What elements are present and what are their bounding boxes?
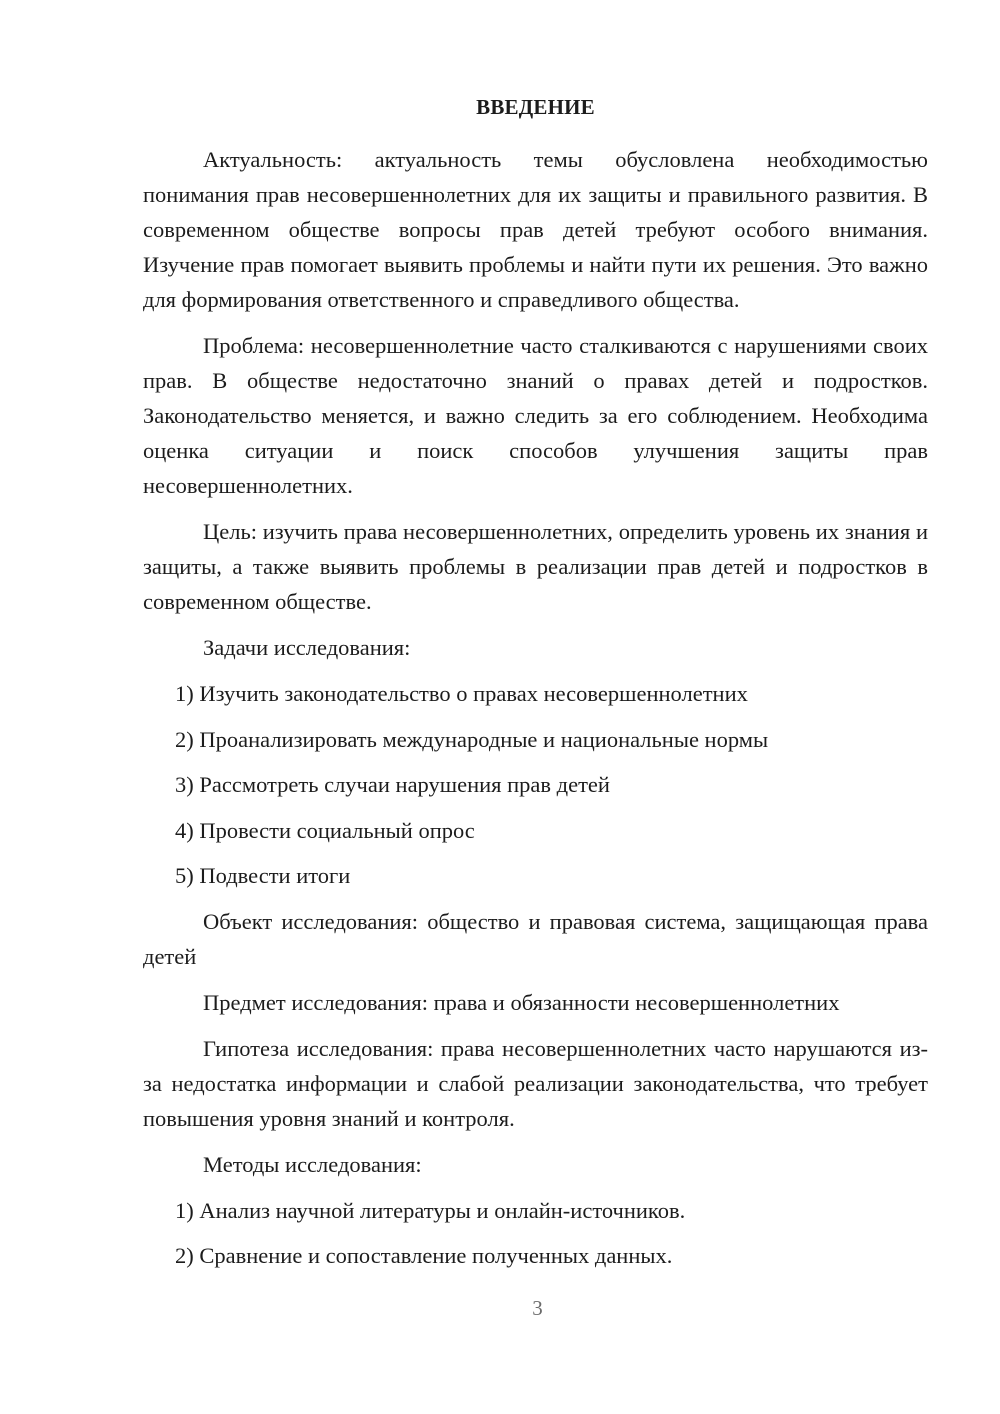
methods-heading: Методы исследования:	[203, 1151, 422, 1177]
subject-paragraph: Предмет исследования: права и обязанности несовершеннолетних	[203, 989, 840, 1015]
tasks-heading: Задачи исследования:	[203, 635, 411, 660]
list-item: 3) Рассмотреть случаи нарушения прав детей	[175, 772, 610, 797]
page-number: 3	[532, 1296, 543, 1320]
hypothesis-paragraph: Гипотеза исследования: права несовершеннолетних часто нарушаются из-за недостатка информации и слабой реализации законодательства, что требует повышения уровня знаний и контроля.	[143, 1035, 928, 1131]
list-item: 2) Проанализировать международные и национальные нормы	[175, 726, 769, 752]
goal-paragraph: Цель: изучить права несовершеннолетних, определить уровень их знания и защиты, а также выявить проблемы в реализации прав детей и подростков в современном обществе.	[143, 519, 928, 614]
list-item: 2) Сравнение и сопоставление полученных данных.	[175, 1243, 673, 1268]
problem-paragraph: Проблема: несовершеннолетние часто сталкиваются с нарушениями своих прав. В обществе недостаточно знаний о правах детей и подростков. Законодательство меняется, и важно следить за его соблюдением. Необходима оценка ситуации и поиск способов улучшения защиты прав несовершеннолетних.	[143, 333, 928, 498]
tasks-list	[143, 676, 928, 893]
section-title: ВВЕДЕНИЕ	[476, 95, 595, 119]
list-item: 1) Изучить законодательство о правах несовершеннолетних	[175, 681, 748, 706]
methods-list	[143, 1193, 928, 1274]
document-page	[143, 92, 928, 1284]
object-paragraph: Объект исследования: общество и правовая система, защищающая права детей	[143, 908, 928, 969]
list-item: 4) Провести социальный опрос	[175, 817, 475, 843]
list-item: 5) Подвести итоги	[175, 863, 351, 888]
list-item: 1) Анализ научной литературы и онлайн-источников.	[175, 1197, 686, 1223]
relevance-paragraph: Актуальность: актуальность темы обусловлена необходимостью понимания прав несовершеннолетних для их защиты и правильного развития. В современном обществе вопросы прав детей требуют особого внимания. Изучение прав помогает выявить проблемы и найти пути их решения. Это важно для формирования ответственного и справедливого общества.	[143, 147, 928, 312]
